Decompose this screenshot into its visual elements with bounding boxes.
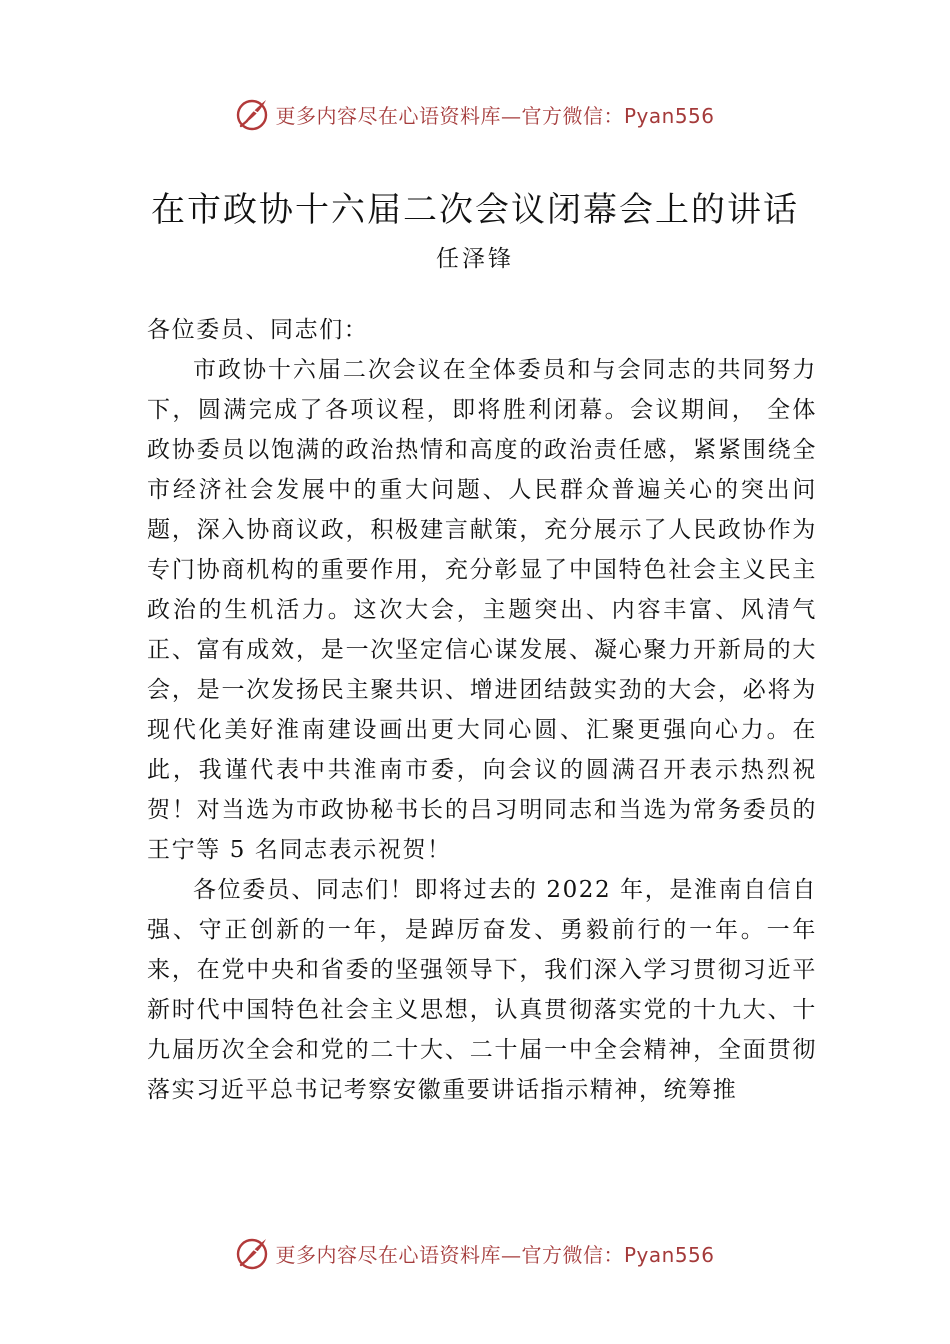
watermark-text <box>275 100 714 129</box>
watermark-banner-top <box>0 94 950 134</box>
salutation: 各位委员、同志们： <box>147 317 369 343</box>
watermark-main-text: 更多内容尽在心语资料库—官方微信： <box>275 103 624 128</box>
watermark-banner-bottom <box>0 1233 950 1273</box>
quill-pen-logo-icon <box>235 1235 271 1271</box>
wechat-id: Pyan556 <box>623 103 715 128</box>
watermark-text <box>275 1239 714 1268</box>
document-body <box>147 310 817 1110</box>
quill-pen-logo-icon <box>235 96 271 132</box>
wechat-id: Pyan556 <box>623 1242 715 1267</box>
paragraph: 市政协十六届二次会议在全体委员和与会同志的共同努力下，圆满完成了各项议程，即将胜利闭幕。会议期间， 全体政协委员以饱满的政治热情和高度的政治责任感，紧紧围绕全市经济社会发展中的重大问题、人民群众普遍关心的突出问题，深入协商议政，积极建言献策，充分展示了人民政协作为专门协商机构的重要作用，充分彰显了中国特色社会主义民主政治的生机活力。这次大会，主题突出、内容丰富、风清气正、富有成效，是一次坚定信心谋发展、凝心聚力开新局的大会，是一次发扬民主聚共识、增进团结鼓实劲的大会，必将为现代化美好淮南建设画出更大同心圆、汇聚更强向心力。在此，我谨代表中共淮南市委，向会议的圆满召开表示热烈祝贺！对当选为市政协秘书长的吕习明同志和当选为常务委员的王宁等 5 名同志表示祝贺！ <box>147 357 817 863</box>
document-author: 任泽锋 <box>436 246 514 272</box>
watermark-main-text: 更多内容尽在心语资料库—官方微信： <box>275 1242 624 1267</box>
paragraph: 各位委员、同志们！即将过去的 2022 年，是淮南自信自强、守正创新的一年，是踔厉奋发、勇毅前行的一年。一年来，在党中央和省委的坚强领导下，我们深入学习贯彻习近平新时代中国特色社会主义思想，认真贯彻落实党的十九大、十九届历次全会和党的二十大、二十届一中全会精神，全面贯彻落实习近平总书记考察安徽重要讲话指示精神，统筹推 <box>147 877 817 1103</box>
document-title: 在市政协十六届二次会议闭幕会上的讲话 <box>151 190 799 230</box>
